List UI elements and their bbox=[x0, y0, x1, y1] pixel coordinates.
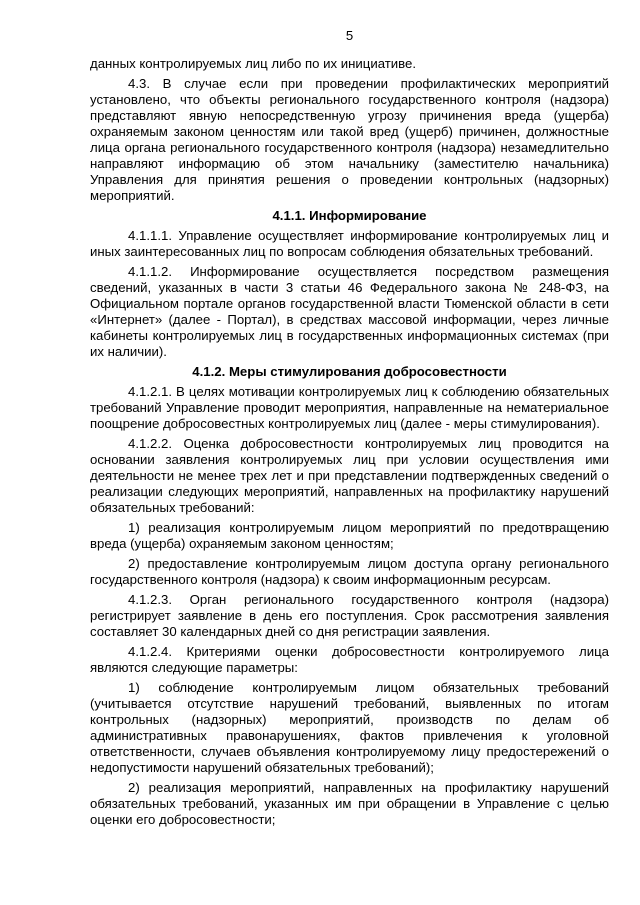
paragraph-4-3: 4.3. В случае если при проведении профилактических мероприятий установлено, что объекты регионального государственного контроля (надзора) представляют явную непосредственную угрозу причинения вреда (ущерба) охраняемым законом ценностям или такой вред (ущерб) причинен, должностные лица органа регионального государственного контроля (надзора) незамедлительно направляют информацию об этом начальнику (заместителю начальника) Управления для принятия решения о проведении контрольных (надзорных) мероприятий. bbox=[90, 76, 609, 203]
section-heading-4-1-1: 4.1.1. Информирование bbox=[272, 208, 427, 223]
criteria-item-2: 2) реализация мероприятий, направленных на профилактику нарушений обязательных требований, указанных им при обращении в Управление с целью оценки его добросовестности; bbox=[90, 780, 609, 827]
paragraph-continuation: данных контролируемых лиц либо по их инициативе. bbox=[90, 56, 417, 71]
list-item-1: 1) реализация контролируемым лицом мероприятий по предотвращению вреда (ущерба) охраняемым законом ценностям; bbox=[90, 520, 609, 551]
document-page bbox=[90, 28, 609, 832]
paragraph-4-1-1-1: 4.1.1.1. Управление осуществляет информирование контролируемых лиц и иных заинтересованных лиц по вопросам соблюдения обязательных требований. bbox=[90, 228, 609, 259]
list-item-2: 2) предоставление контролируемым лицом доступа органу регионального государственного контроля (надзора) к своим информационным ресурсам. bbox=[90, 556, 609, 587]
paragraph-4-1-2-1: 4.1.2.1. В целях мотивации контролируемых лиц к соблюдению обязательных требований Управление проводит мероприятия, направленные на нематериальное поощрение добросовестных контролируемых лиц (далее - меры стимулирования). bbox=[90, 384, 609, 431]
page-number: 5 bbox=[345, 28, 354, 43]
paragraph-4-1-2-2: 4.1.2.2. Оценка добросовестности контролируемых лиц проводится на основании заявления контролируемых лиц при условии осуществления ими деятельности не менее трех лет и при представлении подтвержденных сведений о реализации следующих мероприятий, направленных на профилактику нарушений обязательных требований: bbox=[90, 436, 609, 515]
section-heading-4-1-2: 4.1.2. Меры стимулирования добросовестности bbox=[192, 364, 507, 379]
paragraph-4-1-2-3: 4.1.2.3. Орган регионального государственного контроля (надзора) регистрирует заявление в день его поступления. Срок рассмотрения заявления составляет 30 календарных дней со дня регистрации заявления. bbox=[90, 592, 609, 639]
paragraph-4-1-1-2: 4.1.1.2. Информирование осуществляется посредством размещения сведений, указанных в части 3 статьи 46 Федерального закона № 248-ФЗ, на Официальном портале органов государственной власти Тюменской области в сети «Интернет» (далее - Портал), в средствах массовой информации, через личные кабинеты контролируемых лиц в государственных информационных системах (при их наличии). bbox=[90, 264, 609, 359]
criteria-item-1: 1) соблюдение контролируемым лицом обязательных требований (учитывается отсутствие нарушений требований, выявленных по итогам контрольных (надзорных) мероприятий, производств по делам об административных правонарушениях, фактов привлечения к уголовной ответственности, случаев объявления контролируемому лицу предостережений о недопустимости нарушений обязательных требований); bbox=[90, 680, 609, 775]
paragraph-4-1-2-4: 4.1.2.4. Критериями оценки добросовестности контролируемого лица являются следующие параметры: bbox=[90, 644, 609, 675]
